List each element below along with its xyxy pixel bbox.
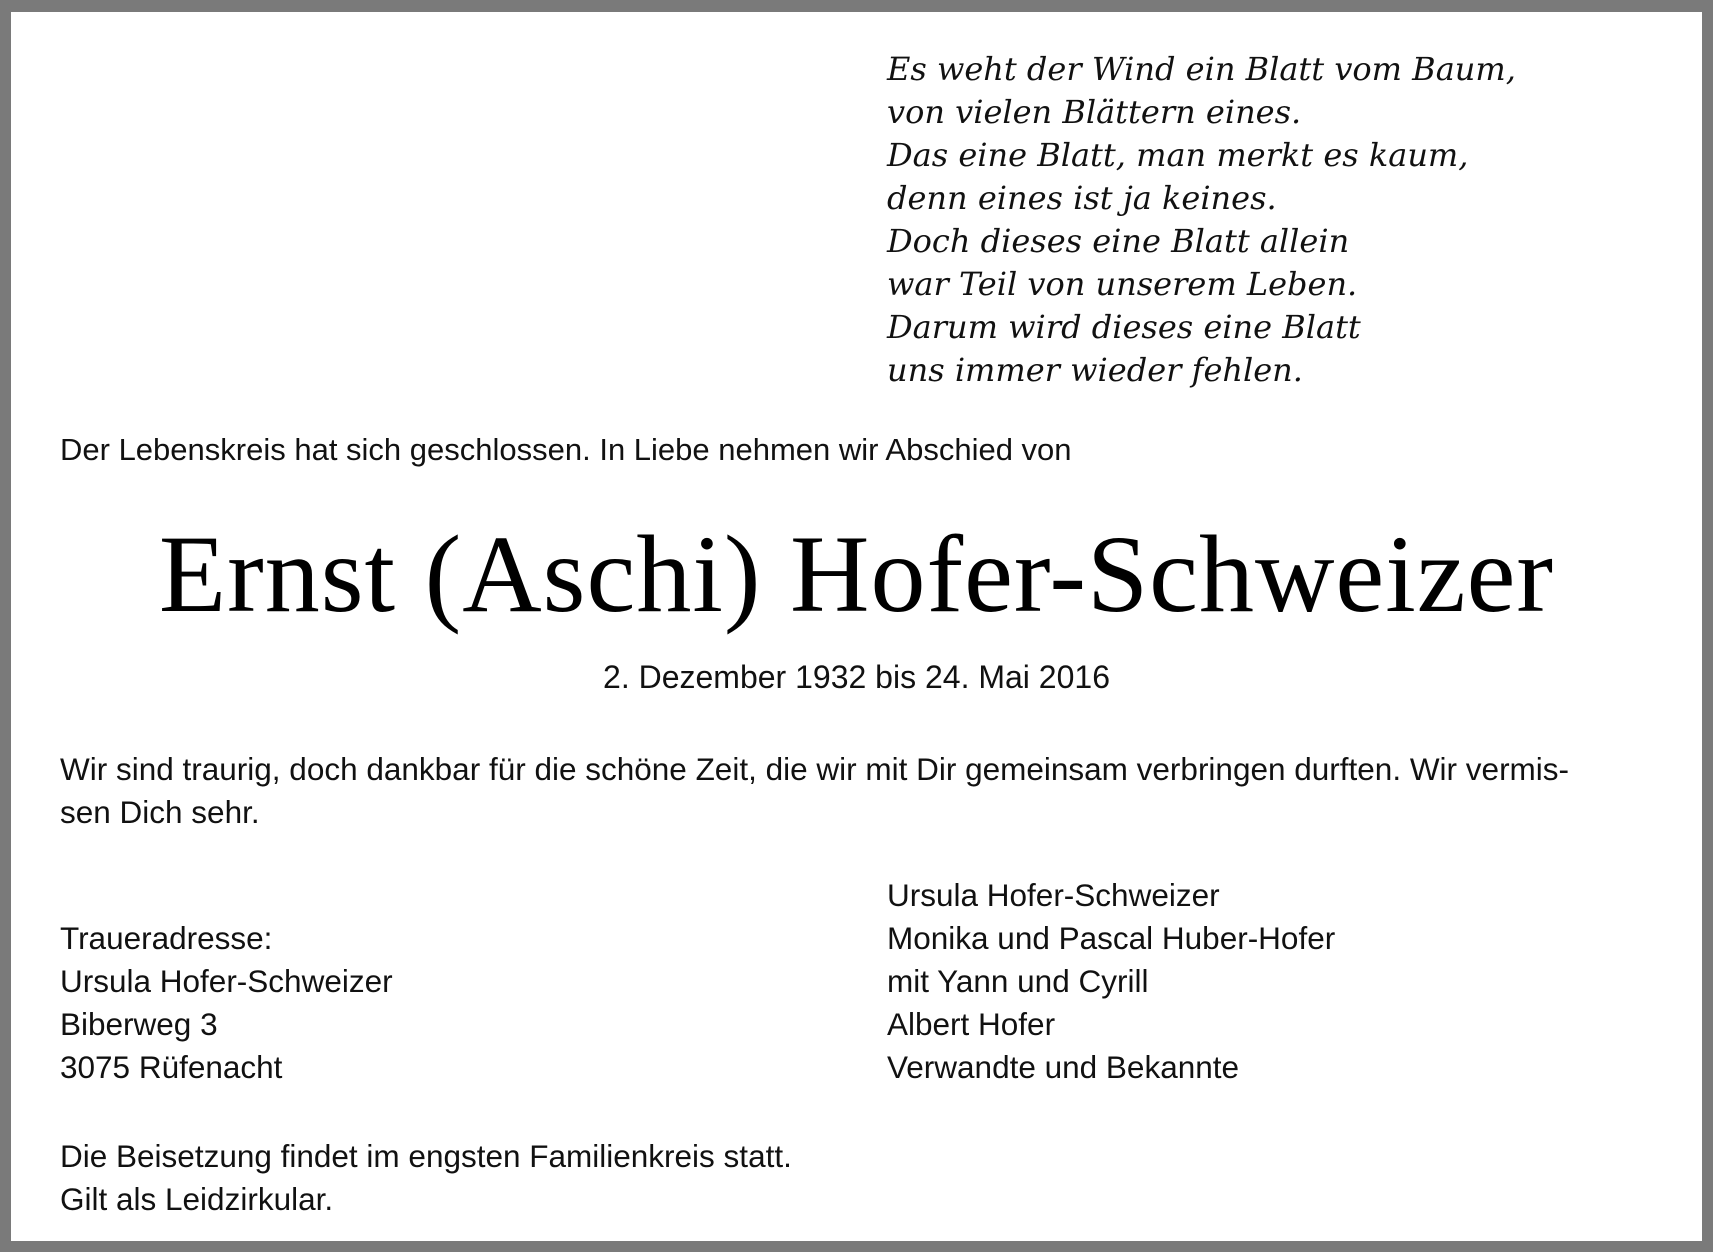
burial-note: Die Beisetzung findet im engsten Familienkreis statt. — [60, 1138, 792, 1174]
poem-line: Darum wird dieses eine Blatt — [887, 308, 1361, 346]
closing-notes — [60, 1135, 792, 1221]
circular-note: Gilt als Leidzirkular. — [60, 1181, 334, 1217]
intro-text: Der Lebenskreis hat sich geschlossen. In Liebe nehmen wir Abschied von — [60, 432, 1072, 467]
poem-line: denn eines ist ja keines. — [887, 179, 1277, 217]
poem-line: war Teil von unserem Leben. — [887, 265, 1358, 303]
address-street: Biberweg 3 — [60, 1006, 218, 1042]
family-member: Ursula Hofer-Schweizer — [887, 877, 1220, 913]
poem — [887, 48, 1647, 392]
poem-line: von vielen Blättern eines. — [887, 93, 1302, 131]
family-member: Monika und Pascal Huber-Hofer — [887, 920, 1336, 956]
family-signatures — [887, 874, 1335, 1089]
address-name: Ursula Hofer-Schweizer — [60, 963, 393, 999]
family-member: Albert Hofer — [887, 1006, 1056, 1042]
deceased-name: Ernst (Aschi) Hofer-Schweizer — [158, 513, 1555, 635]
poem-line: uns immer wieder fehlen. — [887, 351, 1303, 389]
poem-line: Doch dieses eine Blatt allein — [887, 222, 1350, 260]
message-line: sen Dich sehr. — [60, 794, 260, 830]
mourning-address — [60, 917, 393, 1089]
message-line: Wir sind traurig, doch dankbar für die schöne Zeit, die wir mit Dir gemeinsam verbringen durften. Wir vermis- — [60, 751, 1570, 787]
poem-line: Es weht der Wind ein Blatt vom Baum, — [887, 50, 1516, 88]
mourning-message — [60, 748, 1660, 834]
obituary-notice — [11, 12, 1702, 1241]
address-heading: Traueradresse: — [60, 920, 273, 956]
life-dates: 2. Dezember 1932 bis 24. Mai 2016 — [603, 659, 1110, 695]
family-member: mit Yann und Cyrill — [887, 963, 1149, 999]
address-city: 3075 Rüfenacht — [60, 1049, 283, 1085]
family-member: Verwandte und Bekannte — [887, 1049, 1240, 1085]
poem-line: Das eine Blatt, man merkt es kaum, — [887, 136, 1469, 174]
